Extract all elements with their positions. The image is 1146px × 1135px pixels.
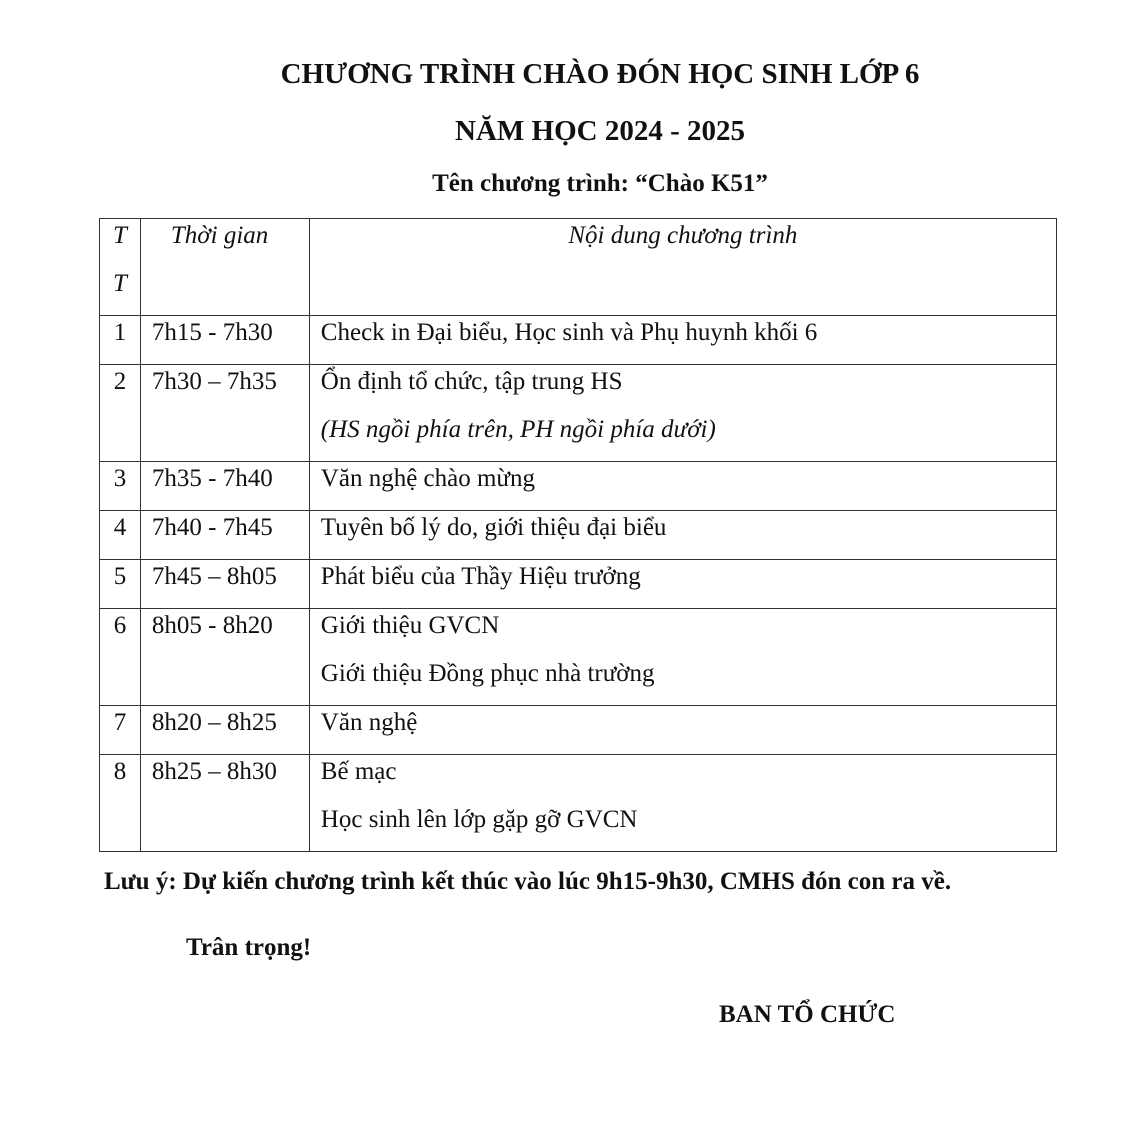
row-time bbox=[140, 462, 309, 511]
header-tt-line2: T bbox=[113, 270, 127, 297]
closing-note: Lưu ý: Dự kiến chương trình kết thúc vào lúc 9h15-9h30, CMHS đón con ra về. bbox=[104, 868, 952, 895]
school-year-title: NĂM HỌC 2024 - 2025 bbox=[455, 115, 745, 147]
row-content-line1: Ổn định tổ chức, tập trung HS bbox=[320, 368, 623, 395]
row-number-text: 6 bbox=[113, 612, 127, 639]
row-content bbox=[309, 609, 1056, 706]
row-time bbox=[140, 316, 309, 365]
header-content-label: Nội dung chương trình bbox=[568, 222, 798, 249]
row-content bbox=[309, 462, 1056, 511]
row-content bbox=[309, 511, 1056, 560]
row-content bbox=[309, 365, 1056, 462]
organizer-signature: BAN TỔ CHỨC bbox=[719, 1001, 896, 1028]
table-row bbox=[100, 706, 1057, 755]
regards-text: Trân trọng! bbox=[186, 934, 312, 961]
table-row bbox=[100, 365, 1057, 462]
row-time bbox=[140, 560, 309, 609]
row-time bbox=[140, 511, 309, 560]
table-row bbox=[100, 462, 1057, 511]
row-time bbox=[140, 365, 309, 462]
row-number bbox=[100, 316, 141, 365]
table-row bbox=[100, 511, 1057, 560]
row-number-text: 1 bbox=[113, 319, 127, 346]
table-row bbox=[100, 609, 1057, 706]
header-tt bbox=[100, 219, 141, 316]
row-number bbox=[100, 560, 141, 609]
row-content bbox=[309, 706, 1056, 755]
document-title: CHƯƠNG TRÌNH CHÀO ĐÓN HỌC SINH LỚP 6 bbox=[280, 58, 920, 90]
row-content-line1: Tuyên bố lý do, giới thiệu đại biểu bbox=[320, 514, 667, 541]
table-row bbox=[100, 755, 1057, 852]
row-content bbox=[309, 560, 1056, 609]
row-number-text: 4 bbox=[113, 514, 127, 541]
row-time-text: 7h45 – 8h05 bbox=[151, 563, 277, 590]
row-time-text: 8h20 – 8h25 bbox=[151, 709, 277, 736]
program-name: Tên chương trình: “Chào K51” bbox=[432, 170, 768, 197]
row-number-text: 3 bbox=[113, 465, 127, 492]
header-content bbox=[309, 219, 1056, 316]
row-content-line2: Học sinh lên lớp gặp gỡ GVCN bbox=[320, 806, 638, 833]
table-row bbox=[100, 560, 1057, 609]
row-content-line1: Check in Đại biểu, Học sinh và Phụ huynh khối 6 bbox=[320, 319, 818, 346]
row-number-text: 5 bbox=[113, 563, 127, 590]
row-time-text: 8h25 – 8h30 bbox=[151, 758, 277, 785]
row-time-text: 7h15 - 7h30 bbox=[151, 319, 273, 346]
program-schedule-table bbox=[99, 218, 1057, 852]
row-content-line1: Văn nghệ chào mừng bbox=[320, 465, 535, 492]
row-time bbox=[140, 609, 309, 706]
row-content-line2: Giới thiệu Đồng phục nhà trường bbox=[320, 660, 655, 687]
table-header-row bbox=[100, 219, 1057, 316]
header-time-label: Thời gian bbox=[170, 222, 269, 249]
row-time-text: 7h30 – 7h35 bbox=[151, 368, 277, 395]
row-content bbox=[309, 755, 1056, 852]
row-number-text: 7 bbox=[113, 709, 127, 736]
row-number bbox=[100, 755, 141, 852]
row-content bbox=[309, 316, 1056, 365]
row-content-line1: Phát biểu của Thầy Hiệu trưởng bbox=[320, 563, 641, 590]
row-content-line1: Bế mạc bbox=[320, 758, 397, 785]
row-number bbox=[100, 706, 141, 755]
header-time bbox=[140, 219, 309, 316]
row-time-text: 7h35 - 7h40 bbox=[151, 465, 273, 492]
row-content-line2: (HS ngồi phía trên, PH ngồi phía dưới) bbox=[320, 416, 716, 443]
row-number bbox=[100, 609, 141, 706]
row-time bbox=[140, 706, 309, 755]
row-content-line1: Giới thiệu GVCN bbox=[320, 612, 500, 639]
row-time-text: 8h05 - 8h20 bbox=[151, 612, 273, 639]
row-number bbox=[100, 365, 141, 462]
table-row bbox=[100, 316, 1057, 365]
row-number-text: 2 bbox=[113, 368, 127, 395]
row-content-line1: Văn nghệ bbox=[320, 709, 418, 736]
header-tt-line1: T bbox=[113, 222, 127, 249]
row-number-text: 8 bbox=[113, 758, 127, 785]
row-time bbox=[140, 755, 309, 852]
row-time-text: 7h40 - 7h45 bbox=[151, 514, 273, 541]
row-number bbox=[100, 462, 141, 511]
row-number bbox=[100, 511, 141, 560]
